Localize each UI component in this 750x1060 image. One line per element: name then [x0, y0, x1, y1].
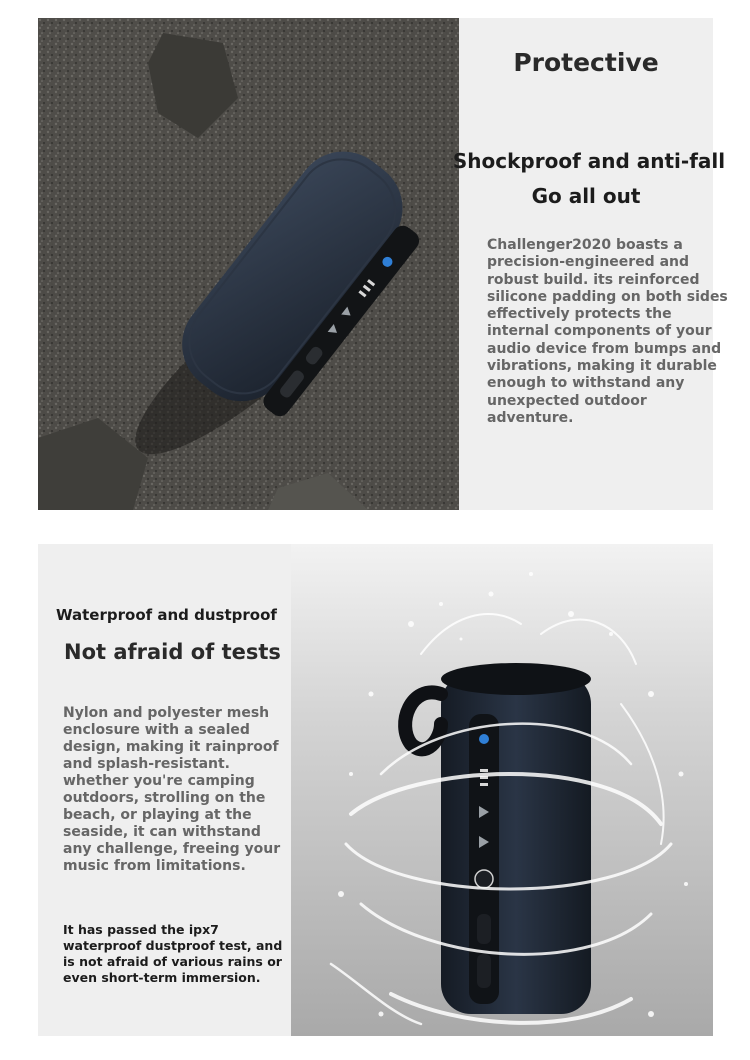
ipx7-note: It has passed the ipx7 waterproof dustproof test, and is not afraid of various rains or even short-term immersion.	[63, 922, 283, 985]
power-indicator-icon	[479, 734, 489, 744]
go-all-out-headline: Go all out	[531, 184, 641, 208]
waterproof-text-panel	[38, 544, 291, 1036]
speaker-on-ground-photo	[38, 18, 459, 510]
waterproof-description: Nylon and polyester mesh enclosure with a sealed design, making it rainproof and splash-resistant. whether you're camping outdoors, strolling on the beach, or playing at the seaside, it can withstand any challenge, freeing your music from limitations.	[63, 705, 281, 874]
protective-text-panel	[452, 18, 728, 510]
speaker-on-ground-illustration	[38, 18, 459, 510]
speaker-upright	[405, 663, 591, 1014]
mode-button-icon	[475, 870, 493, 888]
protective-title: Protective	[513, 48, 659, 77]
speaker-water-splash-photo	[291, 544, 713, 1036]
shockproof-headline: Shockproof and anti-fall	[452, 149, 726, 173]
not-afraid-headline: Not afraid of tests	[64, 640, 281, 664]
protective-description: Challenger2020 boasts a precision-engineered and robust build. its reinforced silicone padding on both sides effectively protects the internal components of your audio device from bumps and vibrations, making it durable enough to withstand any unexpected outdoor adventure.	[487, 237, 728, 426]
speaker-splash-illustration	[291, 544, 713, 1036]
waterproof-title: Waterproof and dustproof	[56, 606, 277, 624]
